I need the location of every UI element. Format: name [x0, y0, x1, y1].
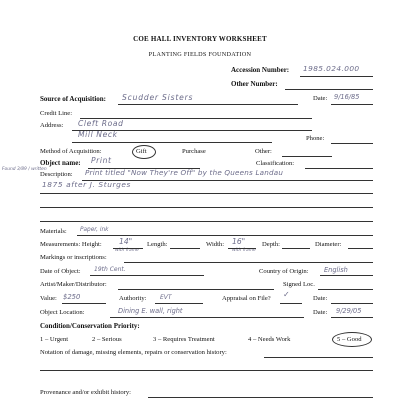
- location-date-value[interactable]: 9/29/05: [336, 307, 362, 315]
- margin-note: Found 3/89 / written: [2, 167, 47, 172]
- source-date-line: [331, 104, 373, 105]
- description-line3[interactable]: [40, 207, 373, 208]
- other-option-label: Other:: [255, 148, 272, 155]
- date-object-line: [90, 275, 204, 276]
- condition-option-5[interactable]: 5 – Good: [337, 336, 362, 343]
- description-line4[interactable]: [40, 221, 373, 222]
- description-line1-value[interactable]: Print titled "Now They're Off" by the Queens Landau: [85, 168, 284, 177]
- phone-label: Phone:: [306, 135, 325, 142]
- materials-value[interactable]: Paper, ink: [80, 227, 109, 233]
- value-amount[interactable]: $250: [63, 293, 81, 301]
- height-value[interactable]: 14": [119, 237, 133, 246]
- markings-label: Markings or inscriptions:: [40, 254, 107, 261]
- other-method-line[interactable]: [282, 156, 332, 157]
- source-label: Source of Acquisition:: [40, 95, 106, 103]
- depth-line[interactable]: [282, 248, 310, 249]
- value-line: [62, 303, 106, 304]
- classification-line[interactable]: [305, 168, 373, 169]
- object-name-value[interactable]: Print: [91, 156, 112, 165]
- address-label: Address:: [40, 122, 64, 129]
- width-label: Width:: [206, 241, 225, 248]
- width-note: with frame: [232, 248, 256, 253]
- address-line1-value[interactable]: Cleft Road: [78, 119, 124, 128]
- appraisal-check-icon[interactable]: ✓: [283, 290, 290, 299]
- artist-label: Artist/Maker/Distributor:: [40, 281, 107, 288]
- length-line[interactable]: [170, 248, 200, 249]
- authority-label: Authority:: [119, 295, 147, 302]
- other-number-line[interactable]: [285, 89, 373, 90]
- location-line: [110, 317, 304, 318]
- country-line: [320, 275, 373, 276]
- location-value[interactable]: Dining E. wall, right: [118, 307, 183, 315]
- source-value[interactable]: Scudder Sisters: [122, 93, 194, 102]
- accession-line: [300, 76, 373, 77]
- date-object-value[interactable]: 19th Cent.: [94, 266, 126, 273]
- purchase-option[interactable]: Purchase: [182, 148, 206, 155]
- notation-label: Notation of damage, missing elements, repairs or conservation history:: [40, 349, 227, 356]
- diameter-label: Diameter:: [315, 241, 342, 248]
- notation-line2[interactable]: [40, 370, 373, 371]
- authority-line: [155, 303, 203, 304]
- gift-option[interactable]: Gift: [136, 148, 147, 155]
- source-line: [118, 104, 298, 105]
- other-number-label: Other Number:: [231, 80, 278, 88]
- phone-line[interactable]: [331, 143, 373, 144]
- signed-label: Signed Loc.: [283, 281, 315, 288]
- location-label: Object Location:: [40, 309, 85, 316]
- length-label: Length:: [147, 241, 168, 248]
- value-label: Value:: [40, 295, 57, 302]
- measurements-label: Measurements: Height:: [40, 241, 102, 248]
- accession-value[interactable]: 1985.024.000: [303, 64, 360, 73]
- source-date-label: Date:: [313, 95, 328, 102]
- markings-line[interactable]: [124, 262, 373, 263]
- method-label: Method of Acquisition:: [40, 148, 102, 155]
- appraisal-date-label: Date:: [313, 295, 328, 302]
- condition-option-4[interactable]: 4 – Needs Work: [248, 336, 291, 343]
- description-line2-value[interactable]: 1875 after J. Sturges: [42, 180, 131, 189]
- appraisal-label: Appraisal on File?: [222, 295, 271, 302]
- location-date-line: [331, 317, 373, 318]
- provenance-label: Provenance and/or exhibit history:: [40, 389, 132, 396]
- location-date-label: Date:: [313, 309, 328, 316]
- address-line2: [72, 142, 272, 143]
- address-line2-value[interactable]: Mill Neck: [78, 130, 118, 139]
- country-value[interactable]: English: [324, 266, 348, 274]
- artist-line[interactable]: [118, 289, 274, 290]
- width-line: [228, 248, 256, 249]
- depth-label: Depth:: [262, 241, 280, 248]
- materials-line: [77, 235, 373, 236]
- materials-label: Materials:: [40, 228, 67, 235]
- provenance-line[interactable]: [148, 397, 373, 398]
- worksheet-title: COE HALL INVENTORY WORKSHEET: [133, 35, 267, 43]
- object-name-label: Object name:: [40, 159, 81, 167]
- classification-label: Classification:: [256, 160, 295, 167]
- date-object-label: Date of Object:: [40, 268, 81, 275]
- accession-label: Accession Number:: [231, 66, 290, 74]
- condition-title: Condition/Conservation Priority:: [40, 322, 140, 330]
- width-value[interactable]: 16": [232, 237, 246, 246]
- diameter-line[interactable]: [348, 248, 373, 249]
- appraisal-date-line[interactable]: [331, 303, 373, 304]
- condition-option-1[interactable]: 1 – Urgent: [40, 336, 69, 343]
- country-label: Country of Origin:: [259, 268, 309, 275]
- foundation-name: PLANTING FIELDS FOUNDATION: [148, 51, 252, 58]
- condition-option-2[interactable]: 2 – Serious: [92, 336, 122, 343]
- description-label: Description:: [40, 171, 73, 178]
- condition-option-3[interactable]: 3 – Requires Treatment: [153, 336, 215, 343]
- appraisal-line: [280, 303, 302, 304]
- notation-line1[interactable]: [264, 357, 373, 358]
- credit-line-label: Credit Line:: [40, 110, 73, 117]
- signed-line[interactable]: [318, 289, 373, 290]
- height-note: with frame: [115, 248, 139, 253]
- source-date-value[interactable]: 9/16/85: [334, 93, 360, 101]
- description-line2: [40, 193, 373, 194]
- height-line: [113, 248, 143, 249]
- authority-value[interactable]: EVT: [160, 294, 172, 301]
